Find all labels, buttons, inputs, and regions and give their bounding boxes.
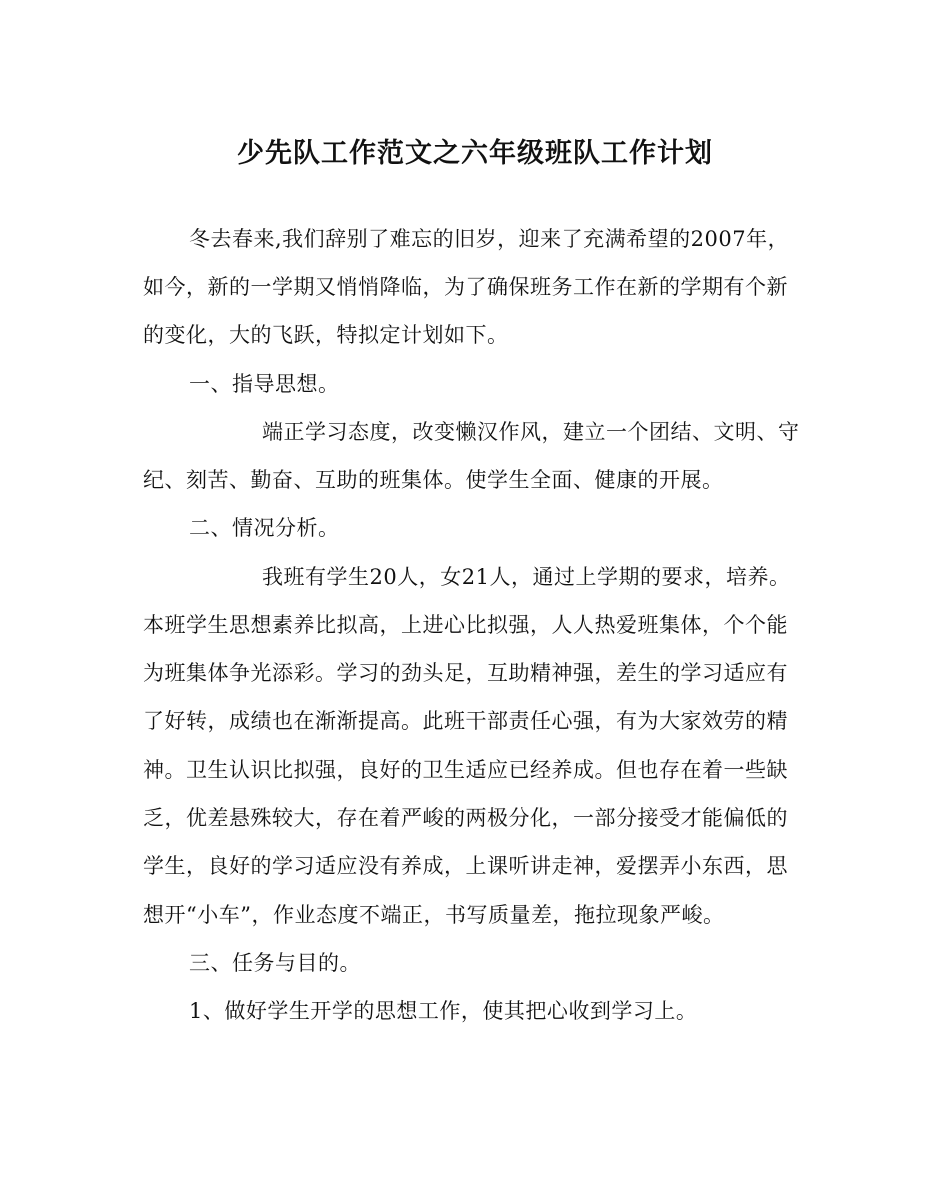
- paragraph-line: 想开“小车”，作业态度不端正，书写质量差，拖拉现象严峻。: [143, 903, 725, 927]
- paragraph-line: 乏，优差悬殊较大，存在着严峻的两极分化，一部分接受才能偏低的: [143, 806, 788, 830]
- section-heading: 二、情况分析。: [189, 516, 340, 540]
- paragraph-line: 如今，新的一学期又悄悄降临，为了确保班务工作在新的学期有个新: [143, 275, 788, 299]
- paragraph-line: 冬去春来,我们辞别了难忘的旧岁，迎来了充满希望的2007年，: [189, 227, 790, 251]
- paragraph-line: 的变化，大的飞跃，特拟定计划如下。: [143, 323, 509, 347]
- paragraph-line: 神。卫生认识比拟强，良好的卫生适应已经养成。但也存在着一些缺: [143, 758, 788, 782]
- list-item: 1、做好学生开学的思想工作，使其把心收到学习上。: [189, 999, 698, 1023]
- paragraph-line: 端正学习态度，改变懒汉作风，建立一个团结、文明、守: [262, 420, 800, 444]
- paragraph-line: 纪、刻苦、勤奋、互助的班集体。使学生全面、健康的开展。: [143, 468, 724, 492]
- paragraph-line: 了好转，成绩也在渐渐提高。此班干部责任心强，有为大家效劳的精: [143, 709, 788, 733]
- document-title: 少先队工作范文之六年级班队工作计划: [237, 138, 713, 169]
- section-heading: 一、指导思想。: [189, 372, 340, 396]
- section-heading: 三、任务与目的。: [189, 951, 361, 975]
- paragraph-line: 我班有学生20人，女21人，通过上学期的要求，培养。: [262, 565, 791, 589]
- paragraph-line: 为班集体争光添彩。学习的劲头足，互助精神强，差生的学习适应有: [143, 661, 788, 685]
- paragraph-line: 学生，良好的学习适应没有养成，上课听讲走神，爱摆弄小东西，思: [143, 854, 788, 878]
- paragraph-line: 本班学生思想素养比拟高，上进心比拟强，人人热爱班集体，个个能: [143, 613, 788, 637]
